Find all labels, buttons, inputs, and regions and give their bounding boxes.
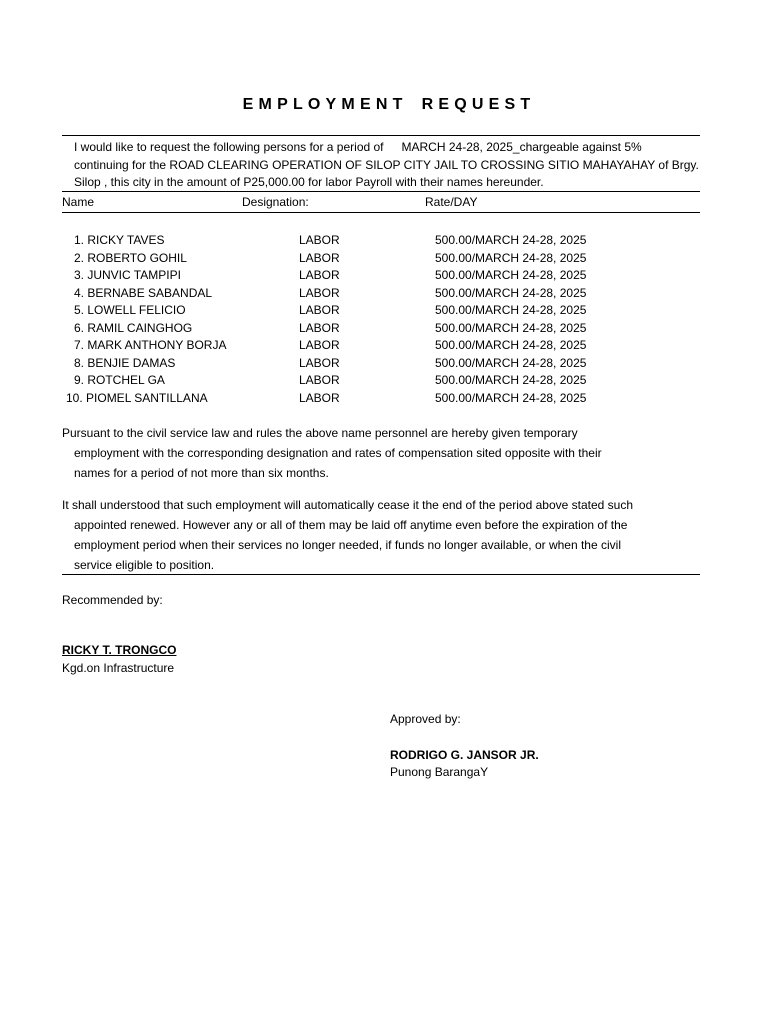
approver-name: RODRIGO G. JANSOR JR.	[390, 748, 539, 762]
paragraph-line-text: names for a period of not more than six months.	[74, 466, 329, 480]
employee-name: 6. RAMIL CAINGHOG	[74, 320, 193, 335]
employee-rate: 500.00/MARCH 24-28, 2025	[435, 390, 587, 405]
employee-rate: 500.00/MARCH 24-28, 2025	[435, 303, 587, 317]
employee-rate: 500.00/MARCH 24-28, 2025	[435, 355, 587, 370]
employee-designation: LABOR	[299, 268, 340, 282]
employee-designation: LABOR	[299, 338, 340, 352]
intro-line-1-text: I would like to request the following persons for a period of	[74, 140, 384, 154]
employee-designation: LABOR	[299, 233, 340, 247]
intro-paragraph	[74, 139, 714, 192]
employee-designation: LABOR	[299, 355, 340, 370]
intro-line-3: Silop , this city in the amount of P25,000.00 for labor Payroll with their names hereunder.	[74, 175, 544, 189]
employee-name: 9. ROTCHEL GA	[74, 373, 165, 387]
approver-position: Punong BarangaY	[390, 765, 489, 779]
employee-rate: 500.00/MARCH 24-28, 2025	[435, 250, 587, 265]
employee-rate: 500.00/MARCH 24-28, 2025	[435, 338, 587, 352]
intro-line-1-period: MARCH 24-28, 2025_chargeable against 5%	[401, 140, 642, 154]
paragraph-line-text: employment with the corresponding designation and rates of compensation sited opposite with their	[74, 446, 602, 460]
paragraph-line: Pursuant to the civil service law and rules the above name personnel are hereby given temporary	[62, 426, 578, 440]
employee-designation: LABOR	[299, 303, 340, 317]
approved-by-label: Approved by:	[390, 712, 461, 726]
intro-line-1	[74, 139, 714, 157]
paragraph-line	[62, 555, 633, 575]
recommended-by-label: Recommended by:	[62, 593, 163, 607]
cessation-paragraph	[62, 495, 633, 575]
employee-rate: 500.00/MARCH 24-28, 2025	[435, 233, 587, 247]
employee-name: 5. LOWELL FELICIO	[74, 303, 186, 317]
employee-name: 7. MARK ANTHONY BORJA	[74, 338, 227, 352]
paragraph-bottom-rule	[62, 574, 700, 575]
column-header-name: Name	[62, 195, 95, 209]
column-header-designation: Designation:	[242, 195, 309, 209]
header-bottom-rule	[62, 212, 700, 213]
paragraph-line	[62, 463, 602, 483]
employee-rate: 500.00/MARCH 24-28, 2025	[435, 373, 587, 387]
column-header-rate: Rate/DAY	[425, 195, 478, 209]
document-title	[0, 96, 768, 114]
recommender-position: Kgd.on Infrastructure	[62, 661, 175, 675]
appointment-paragraph	[62, 423, 602, 483]
title-word-1: EMPLOYMENT	[242, 96, 408, 113]
employee-rate: 500.00/MARCH 24-28, 2025	[435, 320, 587, 335]
intro-top-rule	[62, 135, 700, 136]
employee-designation: LABOR	[299, 285, 340, 300]
paragraph-line-text: appointed renewed. However any or all of them may be laid off anytime even before the expiration of the	[74, 518, 628, 532]
employee-name: 10. PIOMEL SANTILLANA	[66, 390, 208, 405]
employee-designation: LABOR	[299, 373, 340, 387]
employee-rate: 500.00/MARCH 24-28, 2025	[435, 268, 587, 282]
employee-rate: 500.00/MARCH 24-28, 2025	[435, 285, 587, 300]
header-top-rule	[62, 191, 700, 192]
employee-name: 2. ROBERTO GOHIL	[74, 250, 187, 265]
employee-name: 3. JUNVIC TAMPIPI	[74, 268, 181, 282]
paragraph-line-text: service eligible to position.	[74, 558, 215, 572]
paragraph-line	[62, 515, 633, 535]
title-word-2: REQUEST	[421, 96, 536, 113]
recommender-name: RICKY T. TRONGCO	[62, 643, 177, 657]
paragraph-line: It shall understood that such employment will automatically cease it the end of the period above stated such	[62, 498, 633, 512]
employee-designation: LABOR	[299, 250, 340, 265]
employee-name: 1. RICKY TAVES	[74, 233, 165, 247]
paragraph-line-text: employment period when their services no longer needed, if funds no longer available, or when the civil	[74, 538, 621, 552]
paragraph-line	[62, 535, 633, 555]
paragraph-line	[62, 443, 602, 463]
employee-name: 4. BERNABE SABANDAL	[74, 285, 213, 300]
employee-designation: LABOR	[299, 320, 340, 335]
employee-designation: LABOR	[299, 390, 340, 405]
employee-name: 8. BENJIE DAMAS	[74, 355, 176, 370]
intro-line-2: continuing for the ROAD CLEARING OPERATION OF SILOP CITY JAIL TO CROSSING SITIO MAHAYAHAY of Brgy.	[74, 157, 699, 172]
